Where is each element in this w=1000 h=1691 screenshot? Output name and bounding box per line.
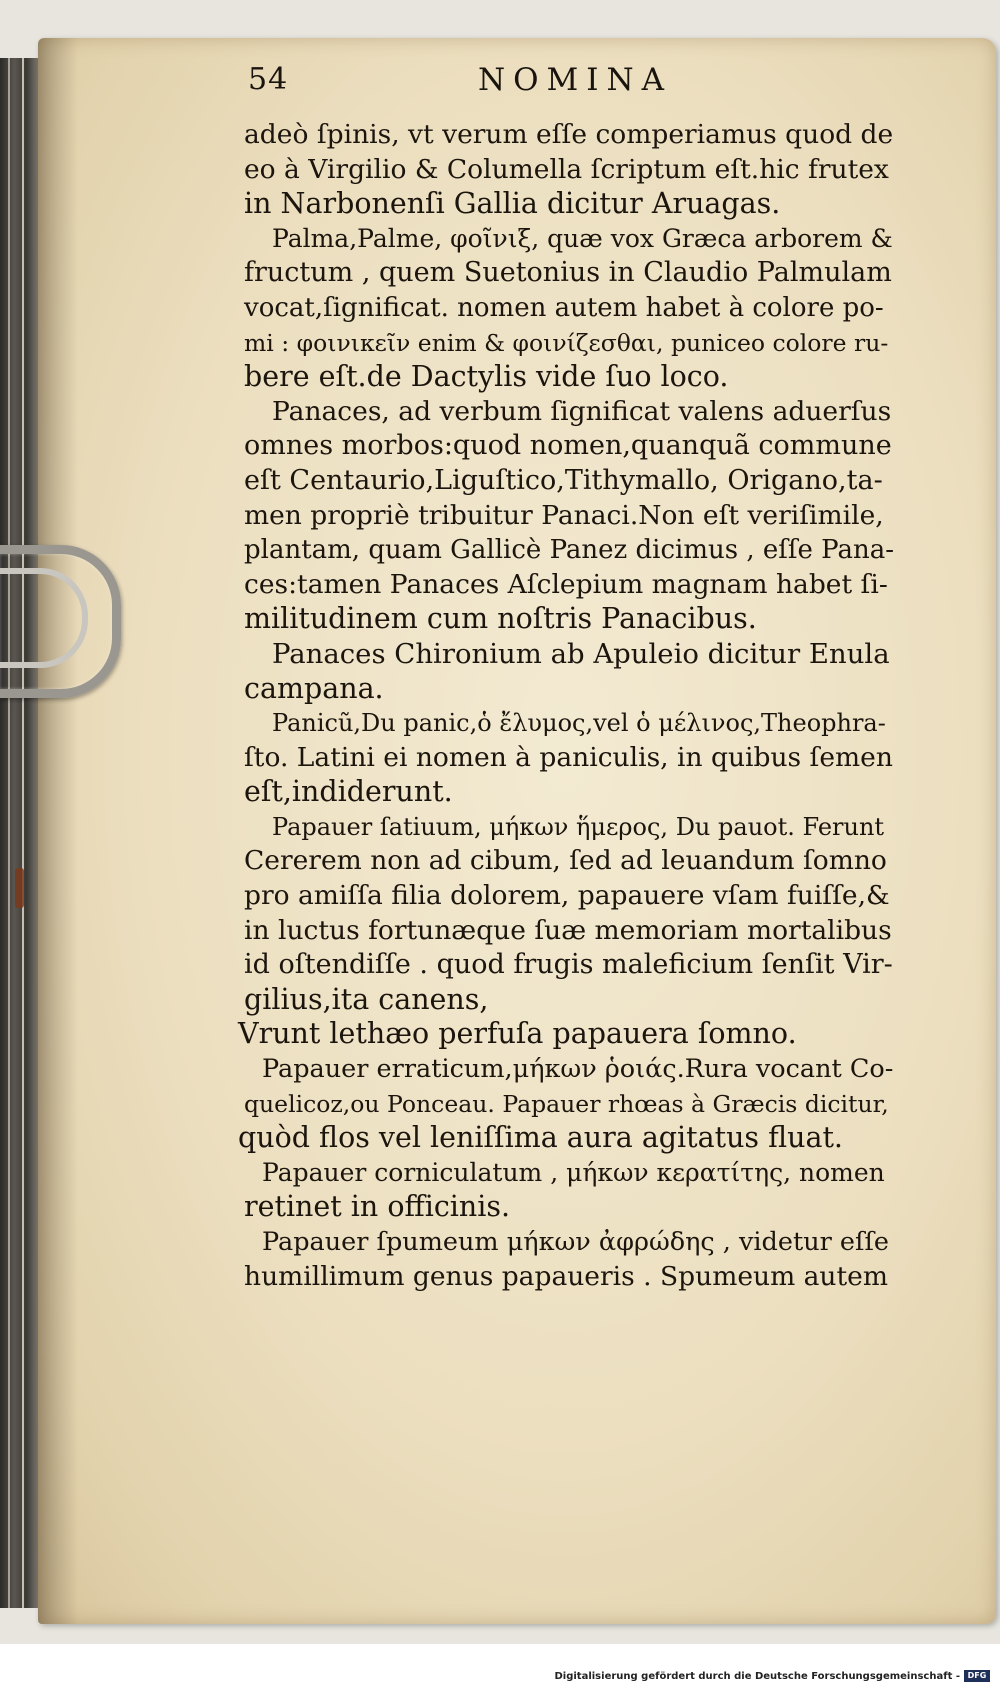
footer-bar (0, 1644, 1000, 1691)
text-line: Papauer erraticum,μήκων ῥοιάς.Rura vocant Co- (262, 1054, 894, 1085)
text-line: eſt Centaurio,Liguſtico,Tithymallo, Origano,ta- (244, 464, 883, 496)
page-clip (0, 545, 121, 698)
text-line: Palma,Palme, φοῖνιξ, quæ vox Græca arborem & (272, 223, 893, 253)
gutter-shadow (38, 38, 78, 1624)
text-line: Vrunt lethæo perfuſa papauera ſomno. (238, 1017, 797, 1051)
running-head: NOMINA (478, 62, 673, 98)
body-text (238, 118, 895, 1294)
text-line: fructum , quem Suetonius in Claudio Palmulam (244, 257, 892, 289)
text-line: adeò ſpinis, vt verum eſſe comperiamus quod de (244, 119, 894, 150)
text-line: in Narbonenſi Gallia dicitur Aruagas. (244, 187, 781, 221)
text-line: Papauer ſatiuum, μήκων ἥμερος, Du pauot. Ferunt (272, 812, 885, 841)
dfg-logo: DFG (964, 1670, 990, 1682)
footer-credit: Digitalisierung gefördert durch die Deutsche Forschungsgemeinschaft - (554, 1671, 960, 1682)
text-line: in luctus fortunæque ſuæ memoriam mortalibus (244, 914, 892, 946)
text-line: ſto. Latini ei nomen à paniculis, in quibus ſemen (244, 741, 893, 773)
text-line: Panicũ,Du panic,ὁ ἔλυμος,vel ὁ μέλινος,Theophra- (272, 709, 886, 738)
text-line: vocat,ſignificat. nomen autem habet à colore po- (244, 292, 884, 323)
text-line: retinet in officinis. (244, 1190, 511, 1224)
text-line: campana. (244, 671, 384, 705)
text-line: eſt,indiderunt. (244, 775, 453, 809)
page-header (248, 62, 928, 112)
text-line: Panaces Chironium ab Apuleio dicitur Enula (272, 637, 890, 670)
text-line: Papauer corniculatum , μήκων κερατίτης, nomen (262, 1157, 885, 1187)
text-line: bere eſt.de Dactylis vide ſuo loco. (244, 360, 729, 394)
text-line: omnes morbos:quod nomen,quanquã commune (244, 430, 892, 462)
text-line: id oſtendiſſe . quod frugis maleficium ſenſit Vir- (244, 949, 893, 981)
text-line: men propriè tribuitur Panaci.Non eſt veriſimile, (244, 499, 884, 531)
text-line: pro amiſſa filia dolorem, papauere vſam fuiſſe,& (244, 880, 890, 912)
text-line: humillimum genus papaueris . Spumeum autem (244, 1260, 888, 1292)
text-line: gilius,ita canens, (244, 982, 489, 1016)
text-line: mi : φοινικεῖν enim & φοινίζεσθαι, puniceo colore ru- (244, 328, 889, 357)
text-line: plantam, quam Gallicè Panez dicimus , eſſe Pana- (244, 535, 895, 566)
text-line: quelicoz,ou Ponceau. Papauer rhœas à Græcis dicitur, (244, 1089, 889, 1118)
text-line: Panaces, ad verbum ſignificat valens aduerſus (272, 395, 892, 427)
text-line: militudinem cum noſtris Panacibus. (244, 602, 757, 636)
edge-stain (15, 868, 24, 908)
text-line: eo à Virgilio & Columella ſcriptum eſt.hic frutex (244, 153, 889, 185)
page-number: 54 (248, 62, 289, 97)
text-line: Papauer ſpumeum μήκων ἀφρώδης , videtur eſſe (262, 1227, 889, 1257)
text-line: quòd flos vel leniſſima aura agitatus fluat. (238, 1121, 843, 1155)
text-line: Cererem non ad cibum, ſed ad leuandum ſomno (244, 845, 887, 877)
text-line: ces:tamen Panaces Aſclepium magnam habet ſi- (244, 568, 888, 600)
